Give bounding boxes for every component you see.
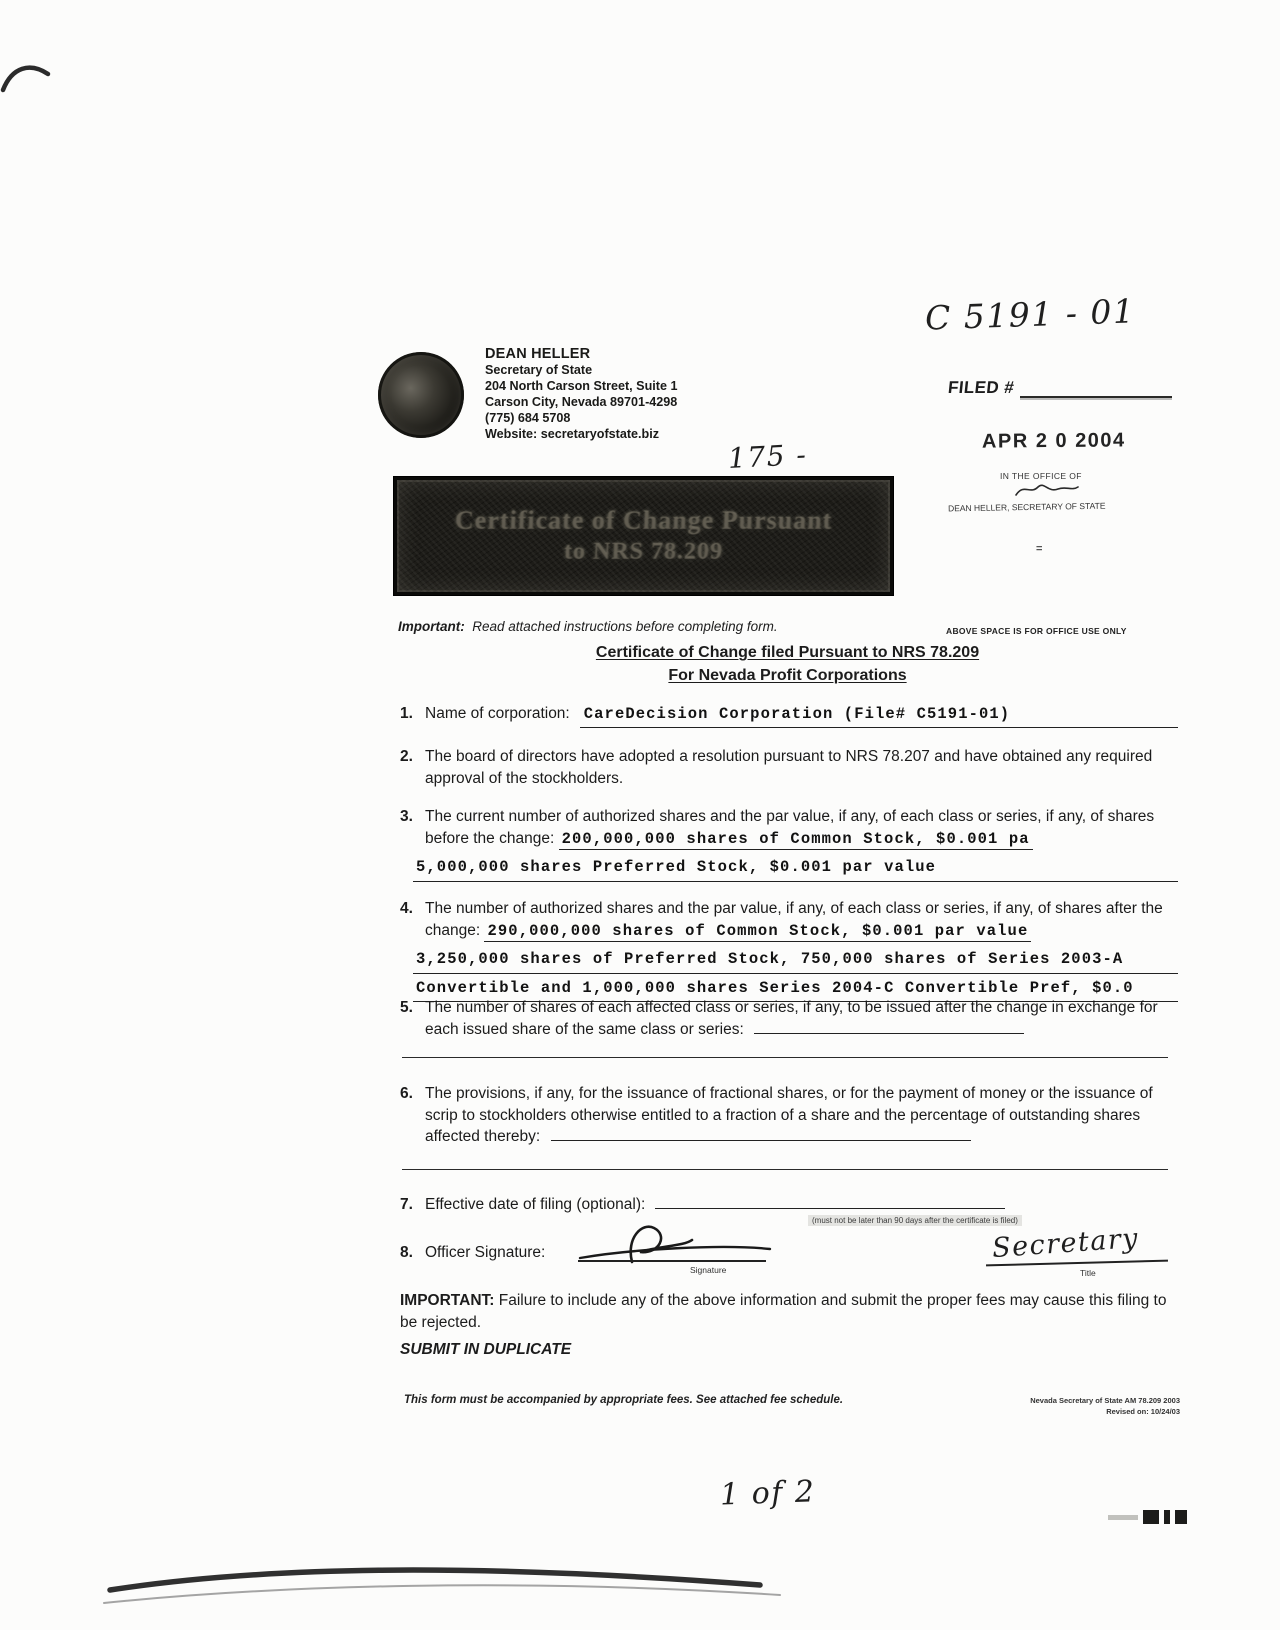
instructions-note-text: Read attached instructions before completing form.	[472, 619, 778, 634]
scan-noise-mark: =	[1036, 543, 1043, 555]
state-seal-icon	[378, 352, 464, 438]
form-heading-2: For Nevada Profit Corporations	[668, 667, 907, 684]
form-heading-1: Certificate of Change filed Pursuant to NRS 78.209	[595, 644, 980, 661]
submit-in-duplicate: SUBMIT IN DUPLICATE	[400, 1341, 572, 1358]
scan-artifact-swoosh	[0, 58, 70, 108]
title-box-line1: Certificate of Change Pursuant	[454, 506, 833, 535]
item-5-text: The number of shares of each affected class or series, if any, to be issued after the change in exchange for each issued share of the same class or series:	[425, 999, 1158, 1038]
item-6-text: The provisions, if any, for the issuance of fractional shares, or for the payment of money or the issuance of scrip to stockholders otherwise entitled to a fraction of a share and the percentage of outstanding shares affected thereby:	[425, 1085, 1153, 1145]
scan-artifact-marks	[1108, 1510, 1187, 1524]
item-6-blank-line	[551, 1129, 971, 1141]
form-item-1	[400, 703, 1178, 728]
item-4-label: The number of authorized shares and the par value, if any, of each class or series, if any, of shares after the change:	[425, 900, 1163, 939]
corporation-name-label: Name of corporation:	[425, 705, 570, 722]
letterhead-address1: 204 North Carson Street, Suite 1	[485, 379, 678, 393]
form-item-2	[400, 746, 1178, 789]
item-8-number: 8.	[400, 1244, 413, 1261]
item-3-number: 3.	[400, 808, 413, 825]
form-reference	[998, 1395, 1180, 1417]
handwritten-page-note: 1 of 2	[719, 1474, 817, 1513]
form-reference-line1: Nevada Secretary of State AM 78.209 2003	[1030, 1396, 1180, 1405]
stamp-signature-scribble	[1012, 479, 1082, 501]
certificate-title-box	[394, 477, 893, 595]
office-use-only-note: ABOVE SPACE IS FOR OFFICE USE ONLY	[946, 626, 1127, 636]
form-item-6	[400, 1083, 1178, 1148]
title-box-line2: to NRS 78.209	[563, 539, 724, 565]
date-stamp: APR 2 0 2004	[981, 429, 1126, 453]
item-7-number: 7.	[400, 1196, 413, 1213]
signature-blank-line	[578, 1260, 766, 1262]
shares-after-change-value-2: 3,250,000 shares of Preferred Stock, 750,000 shares of Series 2003-A	[413, 949, 1178, 974]
item-1-number: 1.	[400, 705, 413, 722]
form-item-4	[400, 898, 1178, 1002]
office-name-line: DEAN HELLER, SECRETARY OF STATE	[947, 500, 1106, 514]
instructions-note	[398, 619, 778, 634]
item-4-number: 4.	[400, 900, 413, 917]
letterhead	[378, 346, 698, 452]
item-5-number: 5.	[400, 999, 413, 1016]
item-2-number: 2.	[400, 748, 413, 765]
form-item-5	[400, 997, 1178, 1040]
handwritten-fee: 175 -	[727, 437, 809, 476]
item-3-label: The current number of authorized shares and the par value, if any, of each class or series, if any, of shares before the change:	[425, 808, 1155, 847]
officer-signature-scribble	[572, 1218, 777, 1273]
shares-after-change-value-3: Convertible and 1,000,000 shares Series 2004-C Convertible Pref, $0.0	[413, 978, 1178, 1003]
effective-date-label: Effective date of filing (optional):	[425, 1196, 646, 1213]
form-item-3	[400, 806, 1178, 882]
form-headings	[400, 641, 1175, 687]
filed-label: FILED #	[947, 378, 1016, 397]
item-5-blank-line	[754, 1021, 1024, 1033]
handwritten-officer-title: Secretary	[991, 1222, 1140, 1265]
shares-before-change-value-2: 5,000,000 shares Preferred Stock, $0.001 par value	[413, 857, 1178, 882]
letterhead-website: Website: secretaryofstate.biz	[485, 427, 660, 441]
letterhead-address2: Carson City, Nevada 89701-4298	[485, 395, 678, 409]
form-item-7	[400, 1194, 1178, 1216]
footer-important-text: Failure to include any of the above information and submit the proper fees may cause this filing to be rejected.	[400, 1292, 1167, 1331]
form-reference-line2: Revised on: 10/24/03	[1106, 1407, 1180, 1416]
scan-artifact-bottom-curve	[100, 1545, 790, 1620]
effective-date-note: (must not be later than 90 days after the certificate is filed)	[808, 1215, 1022, 1226]
handwritten-file-number: C 5191 - 01	[924, 291, 1136, 338]
shares-after-change-value-1: 290,000,000 shares of Common Stock, $0.001 par value	[484, 922, 1031, 942]
item-6-number: 6.	[400, 1085, 413, 1102]
letterhead-title: Secretary of State	[485, 363, 593, 377]
footer-important	[400, 1290, 1172, 1333]
fee-note: This form must be accompanied by appropriate fees. See attached fee schedule.	[404, 1394, 844, 1406]
filed-number-field	[948, 378, 1172, 398]
item-2-text: The board of directors have adopted a resolution pursuant to NRS 78.207 and have obtained any required approval of the stockholders.	[425, 748, 1153, 787]
corporation-name-value: CareDecision Corporation (File# C5191-01)	[580, 704, 1178, 728]
footer-important-label: IMPORTANT:	[400, 1292, 495, 1309]
item-5-extra-blank-line	[402, 1057, 1168, 1058]
shares-before-change-value-1: 200,000,000 shares of Common Stock, $0.001 pa	[559, 830, 1033, 850]
instructions-note-label: Important:	[398, 619, 465, 634]
effective-date-blank-line	[655, 1197, 1005, 1209]
officer-signature-label: Officer Signature:	[425, 1244, 546, 1261]
filed-number-line	[1020, 384, 1172, 398]
in-office-label: IN THE OFFICE OF	[1000, 471, 1082, 481]
letterhead-name: DEAN HELLER	[485, 346, 591, 362]
signature-caption: Signature	[690, 1265, 727, 1275]
letterhead-phone: (775) 684 5708	[485, 411, 571, 425]
item-6-extra-blank-line	[402, 1169, 1168, 1170]
title-caption: Title	[1080, 1268, 1096, 1278]
